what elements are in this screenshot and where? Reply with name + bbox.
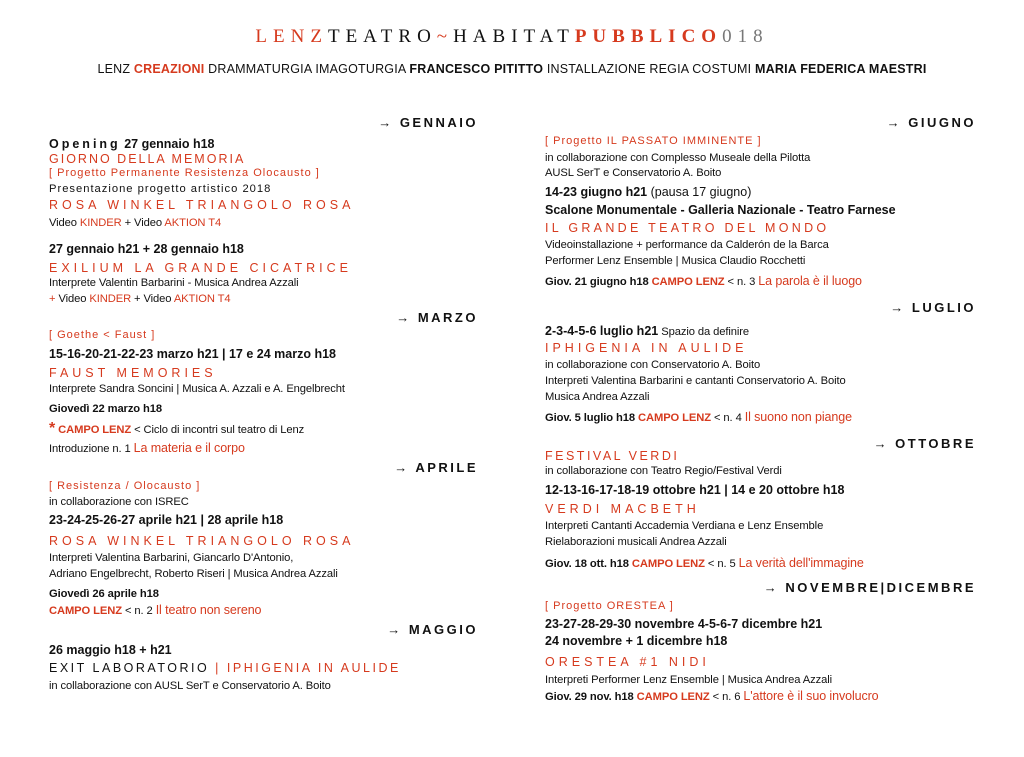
text: < n. 2	[121, 605, 156, 617]
video-kinder: KINDER	[89, 293, 132, 305]
campo-line	[49, 421, 304, 438]
month-luglio: → LUGLIO	[890, 300, 976, 315]
campo-line	[49, 603, 261, 619]
credits-text: Adriano Engelbrecht, Roberto Riseri | Musica Andrea Azzali	[49, 568, 338, 580]
text: Giov. 29 nov. h18	[545, 691, 637, 703]
credit-part: CREAZIONI	[133, 62, 205, 76]
credit-part: LENZ	[97, 62, 134, 76]
credits-text: Performer Lenz Ensemble | Musica Claudio Rocchetti	[545, 255, 806, 267]
opening-date: 27 gennaio h18	[124, 137, 215, 151]
credits-text: Videoinstallazione + performance da Calderón de la Barca	[545, 239, 829, 251]
credit-part: INSTALLAZIONE REGIA COSTUMI	[543, 62, 756, 76]
text: Giov. 18 ott. h18	[545, 558, 632, 570]
text: < n. 3	[724, 276, 759, 288]
text: < n. 5	[704, 558, 739, 570]
talk-title: Il suono non piange	[744, 410, 852, 424]
collab-text: in collaborazione con AUSL SerT e Conservatorio A. Boito	[49, 680, 331, 692]
opening-label: Opening	[49, 137, 121, 151]
event-dates	[545, 322, 749, 340]
text: +	[49, 293, 59, 305]
event-title: ROSA WINKEL TRIANGOLO ROSA	[49, 198, 355, 212]
text: + Video	[121, 217, 165, 229]
talk-title: La verità dell'immagine	[738, 556, 864, 570]
event-title: ROSA WINKEL TRIANGOLO ROSA	[49, 534, 355, 548]
month-ottobre: → OTTOBRE	[873, 436, 976, 451]
event-title: IPHIGENIA IN AULIDE	[545, 341, 748, 355]
project-label: [ Resistenza / Olocausto ]	[49, 480, 201, 492]
month-aprile: → APRILE	[394, 460, 478, 475]
credits-text: Interpreti Performer Lenz Ensemble | Musica Andrea Azzali	[545, 674, 832, 686]
event-title: VERDI MACBETH	[545, 502, 700, 516]
credits-text: Interpreti Valentina Barbarini, Giancarlo D'Antonio,	[49, 552, 294, 564]
event-title: FESTIVAL VERDI	[545, 449, 680, 463]
title-teatro: TEATRO	[327, 26, 437, 47]
text: < n. 6	[709, 691, 744, 703]
iphigenia-title: IPHIGENIA IN AULIDE	[226, 661, 401, 675]
title-habitat: HABITAT	[453, 26, 575, 47]
talk-title: L'attore è il suo involucro	[743, 689, 879, 703]
campo-line	[545, 274, 862, 290]
dates: 14-23 giugno h21	[545, 185, 648, 199]
event-title: ORESTEA #1 NIDI	[545, 655, 710, 669]
text: |	[209, 661, 227, 675]
event-dates: 26 maggio h18 + h21	[49, 643, 172, 657]
collab-text: in collaborazione con Conservatorio A. Boito	[545, 359, 761, 371]
event-title	[49, 661, 401, 675]
event-title: IL GRANDE TEATRO DEL MONDO	[545, 221, 830, 235]
project-label: [ Goethe < Faust ]	[49, 329, 156, 341]
credits-text: Interprete Valentin Barbarini - Musica Andrea Azzali	[49, 277, 299, 289]
venue: Scalone Monumentale - Galleria Nazionale - Teatro Farnese	[545, 203, 896, 217]
credit-part: FRANCESCO PITITTO	[409, 62, 544, 76]
intro-line	[49, 441, 245, 457]
collab-text: AUSL SerT e Conservatorio A. Boito	[545, 167, 722, 179]
text: < Ciclo di incontri sul teatro di Lenz	[131, 424, 305, 436]
text: Giov. 21 giugno h18	[545, 276, 652, 288]
collab-text: in collaborazione con Teatro Regio/Festival Verdi	[545, 465, 782, 477]
talk-title: La parola è il luogo	[758, 274, 862, 288]
credits-text: Interpreti Cantanti Accademia Verdiana e Lenz Ensemble	[545, 520, 824, 532]
collab-text: in collaborazione con ISREC	[49, 496, 189, 508]
text: Giov. 5 luglio h18	[545, 412, 639, 424]
credits-text: Interpreti Valentina Barbarini e cantanti Conservatorio A. Boito	[545, 375, 846, 387]
pausa: (pausa 17 giugno)	[647, 185, 752, 199]
campo-line	[545, 689, 879, 705]
month-marzo: → MARZO	[396, 310, 478, 325]
collab-text: in collaborazione con Complesso Museale della Pilotta	[545, 152, 811, 164]
credits-text: Rielaborazioni musicali Andrea Azzali	[545, 536, 727, 548]
event-dates: 12-13-16-17-18-19 ottobre h21 | 14 e 20 ottobre h18	[545, 483, 845, 497]
event-dates: 23-27-28-29-30 novembre 4-5-6-7 dicembre h21	[545, 617, 823, 631]
opening-line	[49, 136, 215, 152]
event-dates: 24 novembre + 1 dicembre h18	[545, 634, 728, 648]
text: Video	[58, 293, 90, 305]
project-label: [ Progetto IL PASSATO IMMINENTE ]	[545, 135, 762, 147]
event-dates: 15-16-20-21-22-23 marzo h21 | 17 e 24 marzo h18	[49, 347, 336, 361]
project-label: [ Progetto Permanente Resistenza Olocausto ]	[49, 167, 320, 179]
video-line	[49, 216, 221, 231]
dates: 2-3-4-5-6 luglio h21	[545, 324, 659, 338]
text: Video	[49, 217, 80, 229]
event-dates	[545, 183, 751, 201]
campo-line	[545, 410, 852, 426]
credits-text: Interprete Sandra Soncini | Musica A. Azzali e A. Engelbrecht	[49, 383, 345, 395]
text: + Video	[131, 293, 174, 305]
event-dates: 27 gennaio h21 + 28 gennaio h18	[49, 242, 244, 256]
campo-lenz: CAMPO LENZ	[631, 558, 705, 570]
month-gennaio: → GENNAIO	[378, 115, 478, 130]
title-year: 018	[722, 26, 769, 47]
month-novembre-dicembre: → NOVEMBRE|DICEMBRE	[763, 580, 976, 595]
talk-title: La materia e il corpo	[133, 441, 245, 455]
project-label: [ Progetto ORESTEA ]	[545, 600, 674, 612]
spazio: Spazio da definire	[658, 326, 750, 338]
title-pubblico: PUBBLICO	[574, 26, 723, 47]
credit-part: MARIA FEDERICA MAESTRI	[755, 62, 927, 76]
event-title: FAUST MEMORIES	[49, 366, 217, 380]
credits-text: Musica Andrea Azzali	[545, 391, 650, 403]
event-dates: Giovedì 26 aprile h18	[49, 588, 159, 600]
exit-laboratorio: EXIT LABORATORIO	[49, 661, 210, 675]
event-dates: 23-24-25-26-27 aprile h21 | 28 aprile h18	[49, 513, 284, 527]
video-line	[49, 292, 231, 307]
presentation-line: Presentazione progetto artistico 2018	[49, 183, 272, 195]
campo-lenz: CAMPO LENZ	[55, 424, 132, 436]
event-title: GIORNO DELLA MEMORIA	[49, 152, 246, 166]
credit-part: DRAMMATURGIA IMAGOTURGIA	[204, 62, 410, 76]
title-lenz: LENZ	[255, 26, 328, 47]
campo-lenz: CAMPO LENZ	[636, 691, 710, 703]
page-title	[0, 26, 1024, 48]
video-aktion: AKTION T4	[173, 293, 231, 305]
event-title: EXILIUM LA GRANDE CICATRICE	[49, 261, 352, 275]
campo-lenz: CAMPO LENZ	[49, 605, 122, 617]
credits-line	[0, 62, 1024, 76]
video-kinder: KINDER	[79, 217, 122, 229]
video-aktion: AKTION T4	[164, 217, 222, 229]
talk-title: Il teatro non sereno	[155, 603, 262, 617]
month-giugno: → GIUGNO	[886, 115, 976, 130]
campo-lenz: CAMPO LENZ	[638, 412, 711, 424]
asterisk: *	[49, 420, 56, 437]
text: < n. 4	[710, 412, 745, 424]
month-maggio: → MAGGIO	[387, 622, 478, 637]
campo-lenz: CAMPO LENZ	[651, 276, 725, 288]
text: Introduzione n. 1	[49, 443, 134, 455]
event-dates: Giovedì 22 marzo h18	[49, 403, 163, 415]
campo-line	[545, 556, 864, 572]
title-tilde: ~	[436, 26, 454, 47]
